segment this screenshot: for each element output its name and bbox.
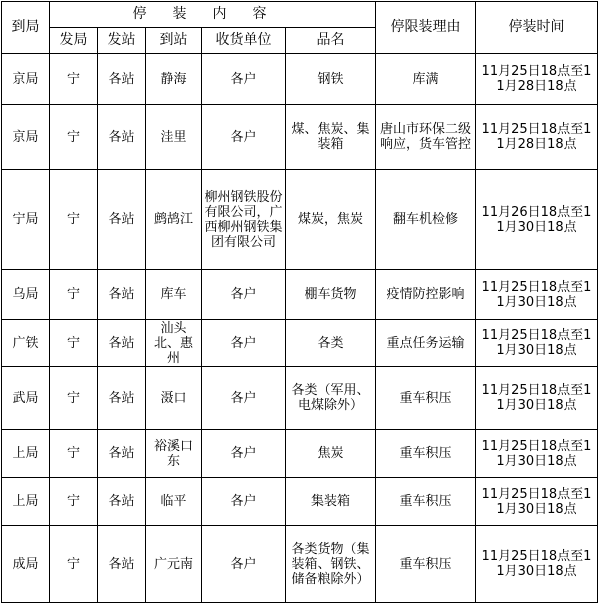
cell-to-bureau: 成局 <box>2 526 50 603</box>
cell-time: 11月25日18点至11月30日18点 <box>476 320 598 367</box>
cell-from-bureau: 宁 <box>50 478 98 526</box>
cell-time: 11月25日18点至11月30日18点 <box>476 478 598 526</box>
cell-to-station: 滠口 <box>146 367 202 430</box>
cell-time: 11月25日18点至11月30日18点 <box>476 526 598 603</box>
cell-to-bureau: 武局 <box>2 367 50 430</box>
cell-reason: 重车积压 <box>376 367 476 430</box>
cell-from-station: 各站 <box>98 478 146 526</box>
cell-time: 11月26日18点至11月30日18点 <box>476 170 598 270</box>
table-row <box>2 170 598 270</box>
cell-from-bureau: 宁 <box>50 105 98 170</box>
cell-to-station: 裕溪口东 <box>146 430 202 478</box>
cell-from-station: 各站 <box>98 170 146 270</box>
cell-reason: 唐山市环保二级响应，货车管控 <box>376 105 476 170</box>
header-goods: 品名 <box>286 28 376 54</box>
cell-from-bureau: 宁 <box>50 270 98 320</box>
cell-consignee: 各户 <box>202 54 286 105</box>
cell-reason: 疫情防控影响 <box>376 270 476 320</box>
cell-time: 11月25日18点至11月30日18点 <box>476 270 598 320</box>
cell-reason: 重车积压 <box>376 478 476 526</box>
cell-to-bureau: 宁局 <box>2 170 50 270</box>
cell-consignee: 各户 <box>202 320 286 367</box>
table-row <box>2 270 598 320</box>
cell-time: 11月25日18点至11月30日18点 <box>476 430 598 478</box>
cell-from-bureau: 宁 <box>50 430 98 478</box>
cell-goods: 各类（军用、电煤除外） <box>286 367 376 430</box>
cell-from-bureau: 宁 <box>50 170 98 270</box>
cell-to-bureau: 京局 <box>2 54 50 105</box>
header-from-station: 发站 <box>98 28 146 54</box>
cell-goods: 焦炭 <box>286 430 376 478</box>
header-row-1 <box>2 2 598 28</box>
cell-consignee: 各户 <box>202 367 286 430</box>
cell-from-bureau: 宁 <box>50 54 98 105</box>
cell-reason: 重车积压 <box>376 430 476 478</box>
cell-from-station: 各站 <box>98 270 146 320</box>
cell-from-station: 各站 <box>98 526 146 603</box>
cell-to-bureau: 上局 <box>2 478 50 526</box>
cell-reason: 翻车机检修 <box>376 170 476 270</box>
suspension-notice-table <box>1 1 598 603</box>
table-row <box>2 105 598 170</box>
cell-goods: 各类 <box>286 320 376 367</box>
header-to-bureau: 到局 <box>2 2 50 54</box>
cell-to-station: 洼里 <box>146 105 202 170</box>
cell-from-bureau: 宁 <box>50 320 98 367</box>
header-time: 停装时间 <box>476 2 598 54</box>
cell-goods: 钢铁 <box>286 54 376 105</box>
table-row <box>2 526 598 603</box>
cell-to-station: 临平 <box>146 478 202 526</box>
cell-consignee: 各户 <box>202 526 286 603</box>
header-reason: 停限装理由 <box>376 2 476 54</box>
cell-goods: 煤、焦炭、集装箱 <box>286 105 376 170</box>
cell-time: 11月25日18点至11月28日18点 <box>476 105 598 170</box>
cell-time: 11月25日18点至11月30日18点 <box>476 367 598 430</box>
table-row <box>2 54 598 105</box>
cell-to-station: 静海 <box>146 54 202 105</box>
table-row <box>2 320 598 367</box>
cell-reason: 库满 <box>376 54 476 105</box>
cell-goods: 各类货物（集装箱、钢铁、储备粮除外） <box>286 526 376 603</box>
cell-from-station: 各站 <box>98 105 146 170</box>
cell-reason: 重点任务运输 <box>376 320 476 367</box>
cell-to-station: 广元南 <box>146 526 202 603</box>
cell-consignee: 各户 <box>202 430 286 478</box>
cell-from-station: 各站 <box>98 430 146 478</box>
cell-consignee: 各户 <box>202 270 286 320</box>
cell-consignee: 各户 <box>202 478 286 526</box>
cell-to-bureau: 乌局 <box>2 270 50 320</box>
cell-from-station: 各站 <box>98 367 146 430</box>
cell-from-bureau: 宁 <box>50 367 98 430</box>
cell-to-bureau: 广铁 <box>2 320 50 367</box>
cell-consignee: 各户 <box>202 105 286 170</box>
cell-time: 11月25日18点至11月28日18点 <box>476 54 598 105</box>
table-row <box>2 478 598 526</box>
cell-goods: 集装箱 <box>286 478 376 526</box>
cell-from-bureau: 宁 <box>50 526 98 603</box>
cell-to-station: 汕头北、惠州 <box>146 320 202 367</box>
header-from-bureau: 发局 <box>50 28 98 54</box>
cell-to-bureau: 上局 <box>2 430 50 478</box>
cell-goods: 煤炭，焦炭 <box>286 170 376 270</box>
header-content-group: 停装内容 <box>50 2 376 28</box>
cell-from-station: 各站 <box>98 320 146 367</box>
table-row <box>2 367 598 430</box>
cell-to-station: 鹧鸪江 <box>146 170 202 270</box>
header-to-station: 到站 <box>146 28 202 54</box>
cell-reason: 重车积压 <box>376 526 476 603</box>
cell-goods: 棚车货物 <box>286 270 376 320</box>
cell-to-station: 库车 <box>146 270 202 320</box>
table-row <box>2 430 598 478</box>
cell-from-station: 各站 <box>98 54 146 105</box>
cell-consignee: 柳州钢铁股份有限公司，广西柳州钢铁集团有限公司 <box>202 170 286 270</box>
header-consignee: 收货单位 <box>202 28 286 54</box>
cell-to-bureau: 京局 <box>2 105 50 170</box>
